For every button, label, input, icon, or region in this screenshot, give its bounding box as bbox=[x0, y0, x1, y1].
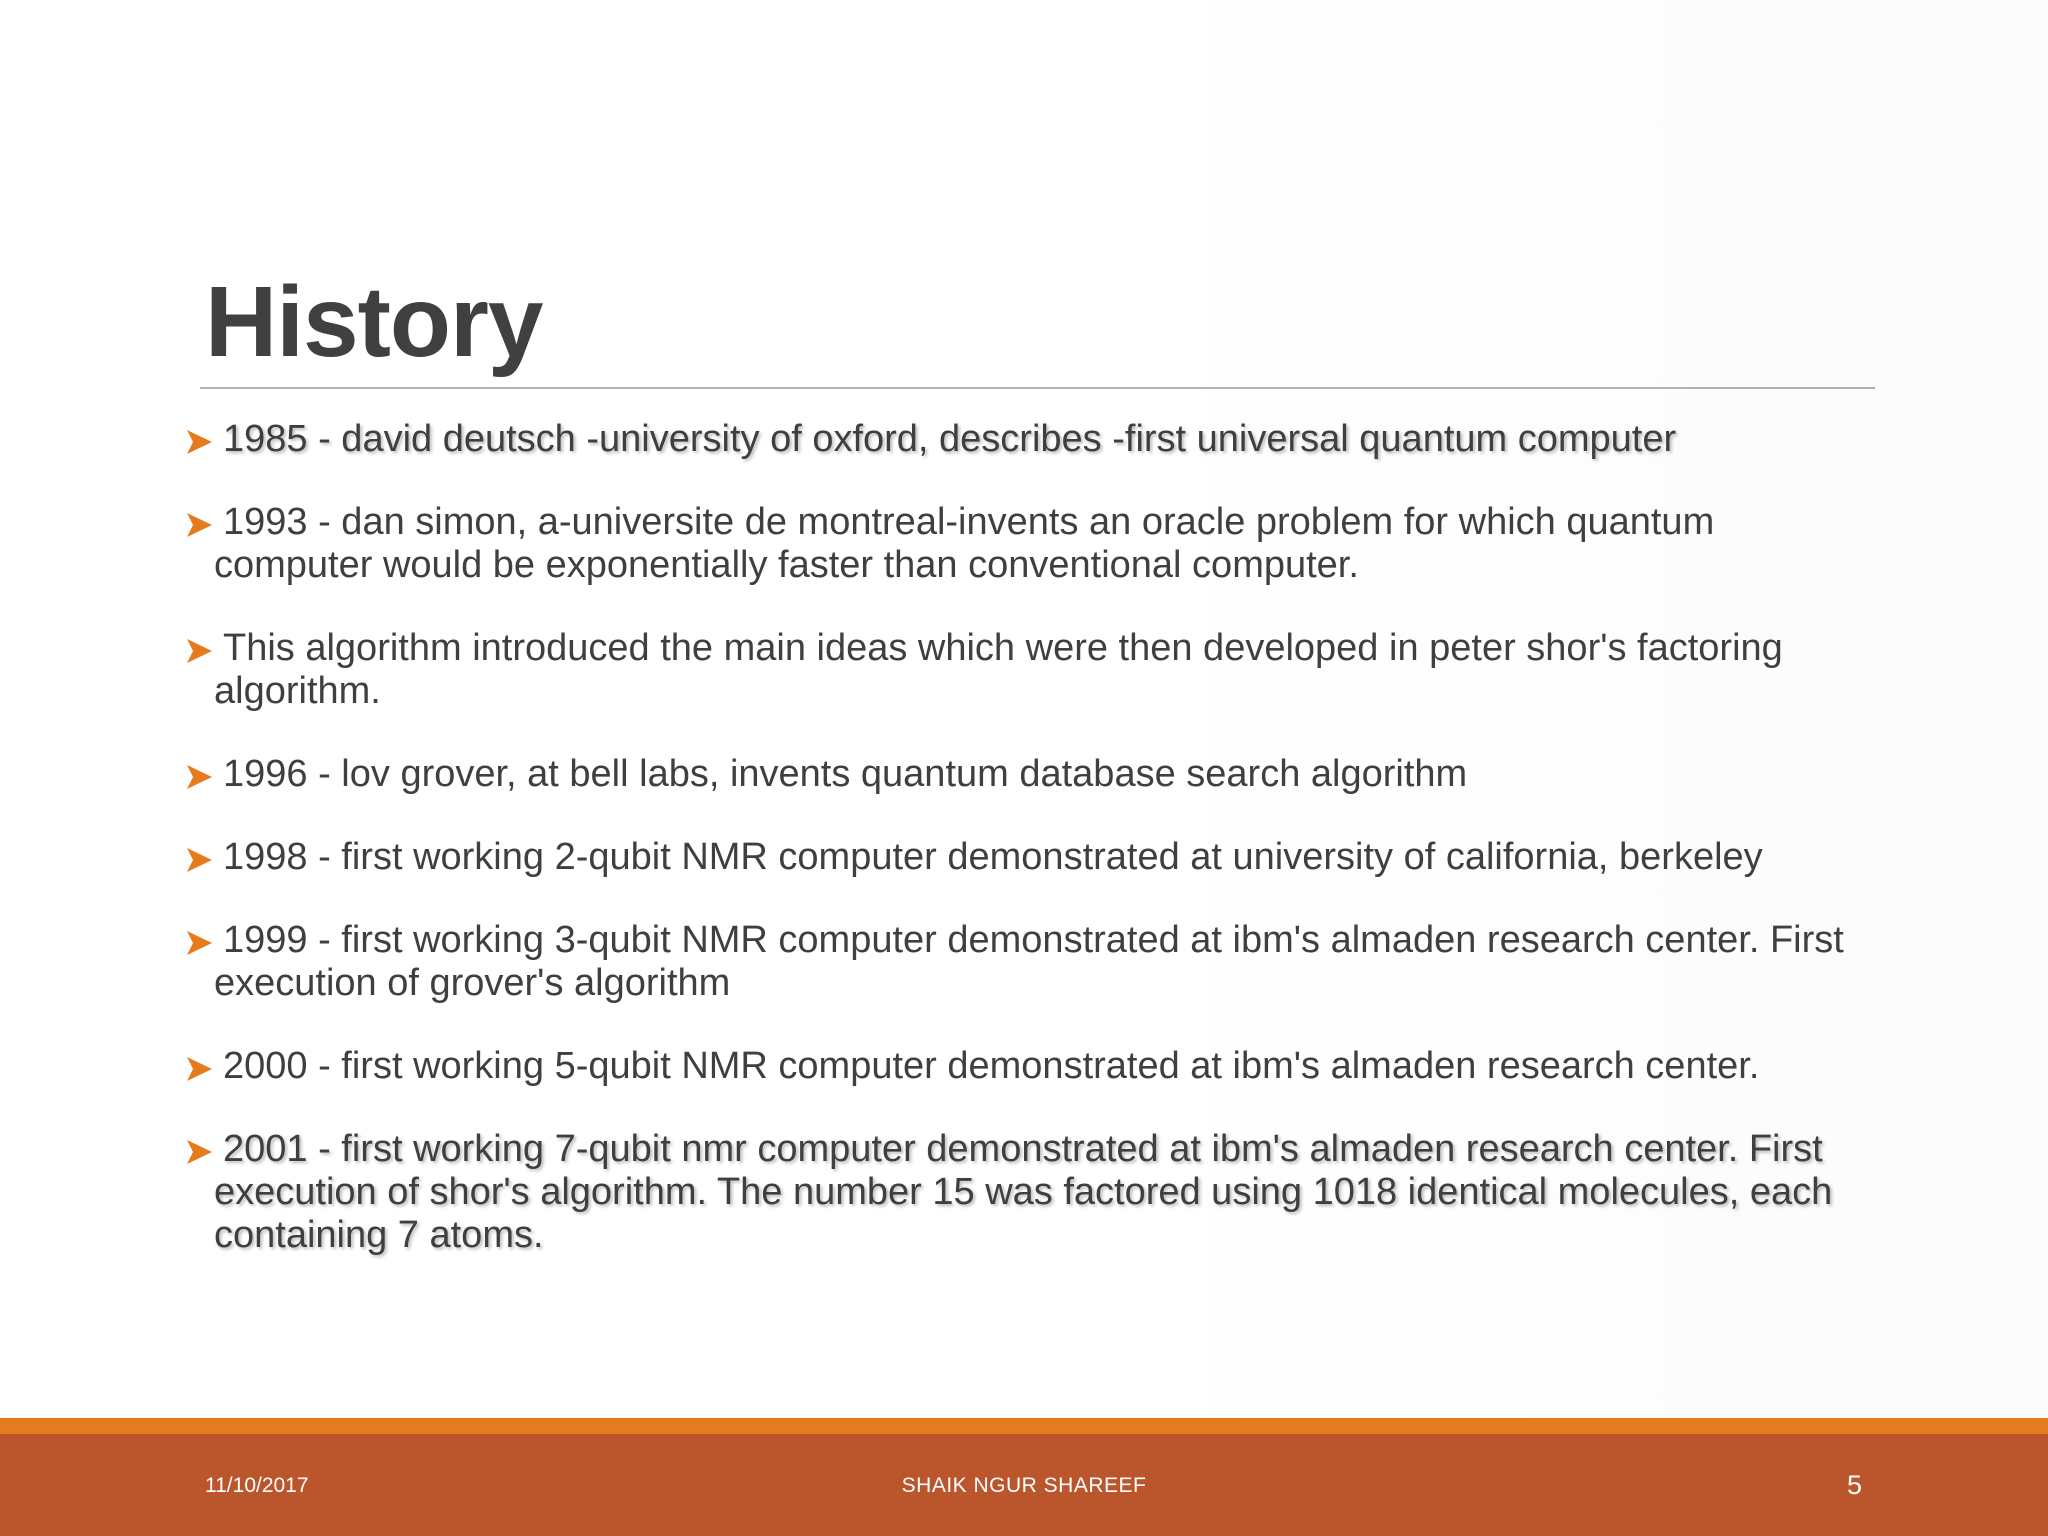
arrow-bullet-icon bbox=[186, 847, 213, 873]
bullet-item bbox=[186, 1045, 1866, 1088]
slide-number: 5 bbox=[1846, 1470, 1862, 1500]
bullet-item bbox=[186, 501, 1866, 587]
bullet-item bbox=[186, 836, 1866, 879]
bullet-item bbox=[186, 627, 1866, 713]
arrow-bullet-icon bbox=[186, 764, 213, 790]
arrow-bullet-icon bbox=[186, 1056, 213, 1082]
bullet-text: 2001 - first working 7-qubit nmr computer demonstrated at ibm's almaden research center. First execution of shor's algorithm. The number 15 was factored using 1018 identical molecules, each containing 7 atoms. bbox=[214, 1128, 1833, 1256]
footer-accent-stripe bbox=[0, 1418, 2048, 1434]
bullet-text: 1996 - lov grover, at bell labs, invents quantum database search algorithm bbox=[223, 753, 1468, 795]
title-divider bbox=[200, 387, 1875, 389]
bullet-text: 2000 - first working 5-qubit NMR computer demonstrated at ibm's almaden research center. bbox=[223, 1045, 1760, 1087]
bullet-text: 1998 - first working 2-qubit NMR computer demonstrated at university of california, berkeley bbox=[223, 836, 1763, 878]
arrow-bullet-icon bbox=[186, 930, 213, 956]
arrow-bullet-icon bbox=[186, 512, 213, 538]
bullet-item bbox=[186, 1128, 1866, 1257]
arrow-bullet-icon bbox=[186, 429, 213, 455]
bullet-item bbox=[186, 418, 1866, 461]
bullet-list bbox=[186, 418, 1866, 1297]
footer-date: 11/10/2017 bbox=[205, 1474, 309, 1497]
bullet-text: 1999 - first working 3-qubit NMR computer demonstrated at ibm's almaden research center. First execution of grover's algorithm bbox=[214, 919, 1844, 1004]
bullet-text: This algorithm introduced the main ideas which were then developed in peter shor's factoring algorithm. bbox=[214, 627, 1783, 712]
slide-title: History bbox=[205, 266, 543, 378]
slide-footer bbox=[0, 1434, 2048, 1536]
bullet-text: 1993 - dan simon, a-universite de montreal-invents an oracle problem for which quantum computer would be exponentially faster than conventional computer. bbox=[214, 501, 1715, 586]
arrow-bullet-icon bbox=[186, 1139, 213, 1165]
arrow-bullet-icon bbox=[186, 638, 213, 664]
bullet-item bbox=[186, 919, 1866, 1005]
bullet-text: 1985 - david deutsch -university of oxford, describes -first universal quantum computer bbox=[223, 418, 1677, 460]
bullet-item bbox=[186, 753, 1866, 796]
footer-author: SHAIK NGUR SHAREEF bbox=[901, 1474, 1147, 1497]
